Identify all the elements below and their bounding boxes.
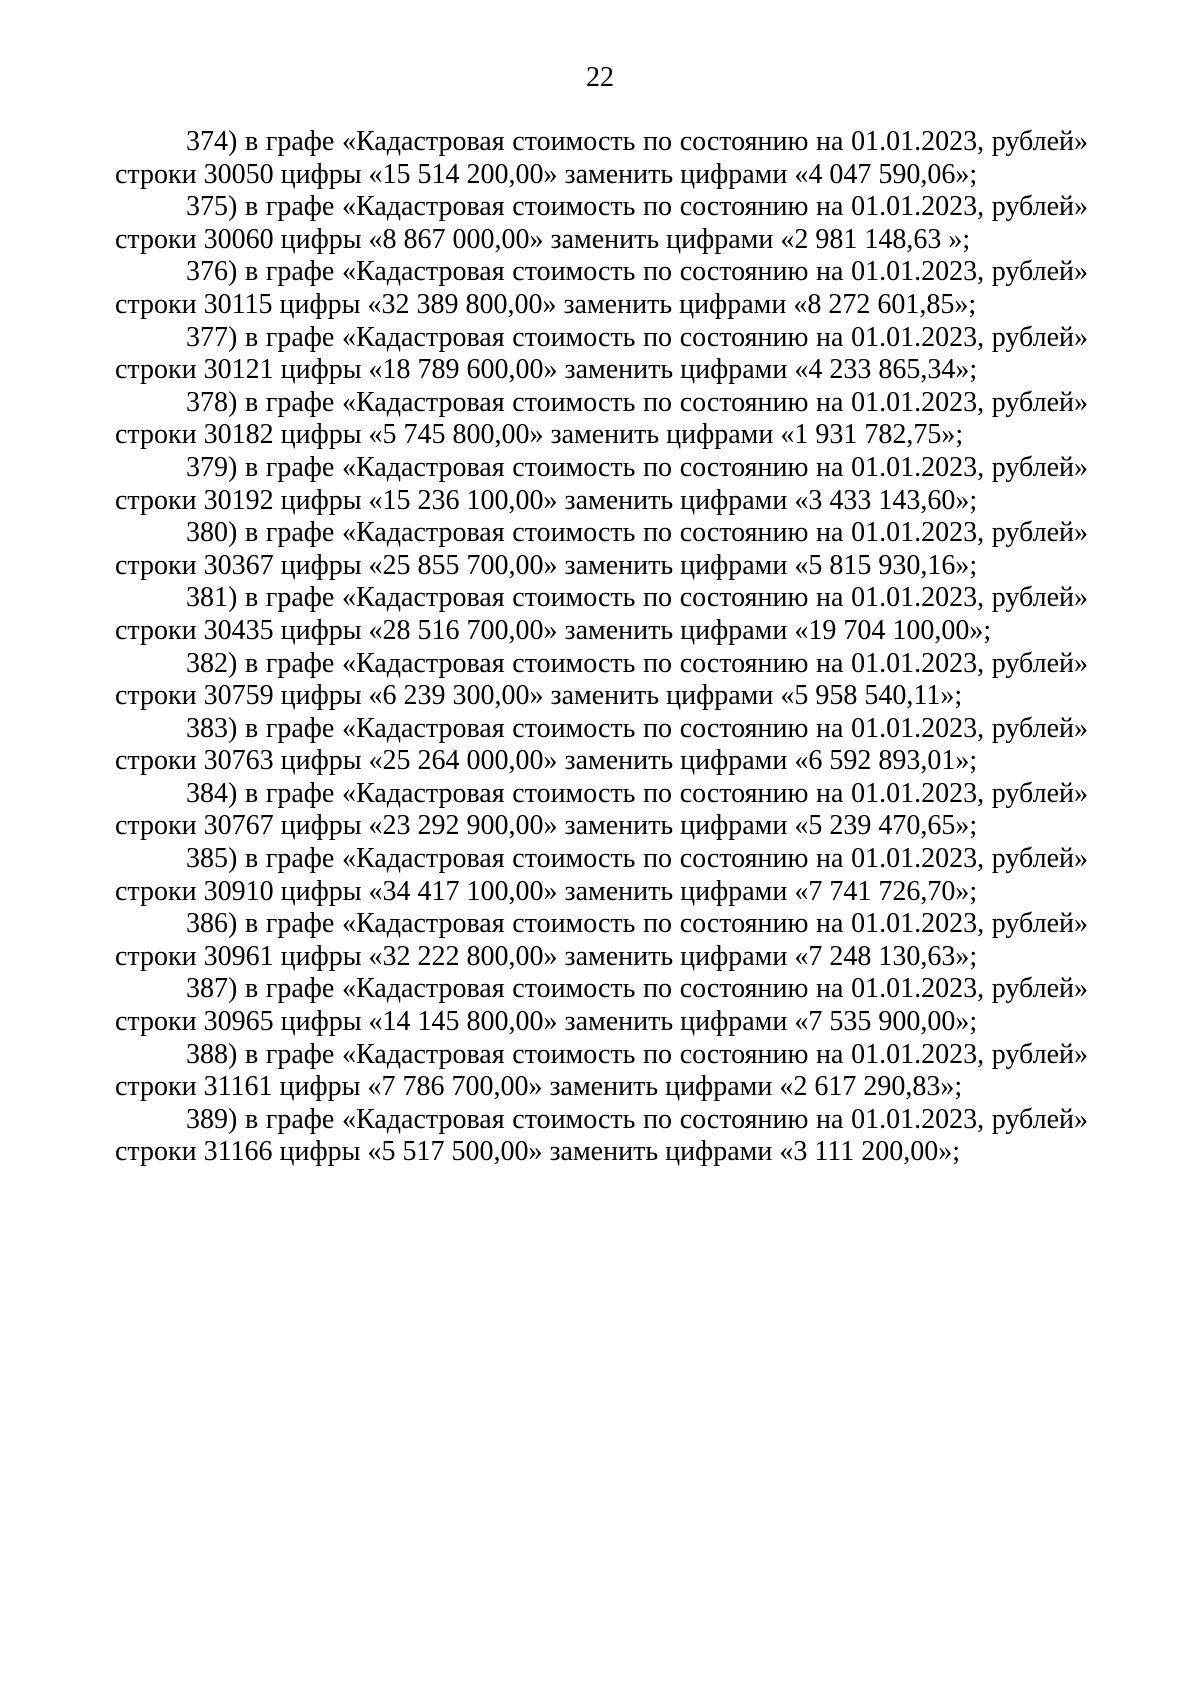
page-number: 22 bbox=[586, 62, 614, 93]
amendment-item-374: 374) в графе «Кадастровая стоимость по состоянию на 01.01.2023, рублей» строки 30050 цифры «15 514 200,00» заменить цифрами «4 047 590,06»; bbox=[115, 126, 1088, 190]
amendment-item-383: 383) в графе «Кадастровая стоимость по состоянию на 01.01.2023, рублей» строки 30763 цифры «25 264 000,00» заменить цифрами «6 592 893,01»; bbox=[115, 712, 1088, 777]
amendment-item-382: 382) в графе «Кадастровая стоимость по состоянию на 01.01.2023, рублей» строки 30759 цифры «6 239 300,00» заменить цифрами «5 958 540,11»; bbox=[115, 647, 1088, 712]
amendment-item-379: 379) в графе «Кадастровая стоимость по состоянию на 01.01.2023, рублей» строки 30192 цифры «15 236 100,00» заменить цифрами «3 433 143,60»; bbox=[115, 451, 1088, 516]
amendment-item-378: 378) в графе «Кадастровая стоимость по состоянию на 01.01.2023, рублей» строки 30182 цифры «5 745 800,00» заменить цифрами «1 931 782,75»; bbox=[115, 386, 1088, 451]
amendment-item-380: 380) в графе «Кадастровая стоимость по состоянию на 01.01.2023, рублей» строки 30367 цифры «25 855 700,00» заменить цифрами «5 815 930,16»; bbox=[115, 517, 1088, 581]
amendment-item-386: 386) в графе «Кадастровая стоимость по состоянию на 01.01.2023, рублей» строки 30961 цифры «32 222 800,00» заменить цифрами «7 248 130,63»; bbox=[115, 908, 1088, 972]
amendment-item-387: 387) в графе «Кадастровая стоимость по состоянию на 01.01.2023, рублей» строки 30965 цифры «14 145 800,00» заменить цифрами «7 535 900,00»; bbox=[115, 973, 1088, 1038]
amendment-item-388: 388) в графе «Кадастровая стоимость по состоянию на 01.01.2023, рублей» строки 31161 цифры «7 786 700,00» заменить цифрами «2 617 290,83»; bbox=[115, 1038, 1088, 1103]
amendment-item-384: 384) в графе «Кадастровая стоимость по состоянию на 01.01.2023, рублей» строки 30767 цифры «23 292 900,00» заменить цифрами «5 239 470,65»; bbox=[115, 777, 1088, 842]
amendment-item-375: 375) в графе «Кадастровая стоимость по состоянию на 01.01.2023, рублей» строки 30060 цифры «8 867 000,00» заменить цифрами «2 981 148,63 »; bbox=[115, 191, 1088, 255]
amendment-item-385: 385) в графе «Кадастровая стоимость по состоянию на 01.01.2023, рублей» строки 30910 цифры «34 417 100,00» заменить цифрами «7 741 726,70»; bbox=[115, 843, 1088, 907]
amendment-item-389: 389) в графе «Кадастровая стоимость по состоянию на 01.01.2023, рублей» строки 31166 цифры «5 517 500,00» заменить цифрами «3 111 200,00»; bbox=[115, 1103, 1088, 1168]
amendment-item-381: 381) в графе «Кадастровая стоимость по состоянию на 01.01.2023, рублей» строки 30435 цифры «28 516 700,00» заменить цифрами «19 704 100,00»; bbox=[115, 582, 1088, 646]
document-body bbox=[115, 126, 1088, 1169]
amendment-item-377: 377) в графе «Кадастровая стоимость по состоянию на 01.01.2023, рублей» строки 30121 цифры «18 789 600,00» заменить цифрами «4 233 865,34»; bbox=[115, 321, 1088, 386]
amendment-item-376: 376) в графе «Кадастровая стоимость по состоянию на 01.01.2023, рублей» строки 30115 цифры «32 389 800,00» заменить цифрами «8 272 601,85»; bbox=[115, 256, 1088, 320]
